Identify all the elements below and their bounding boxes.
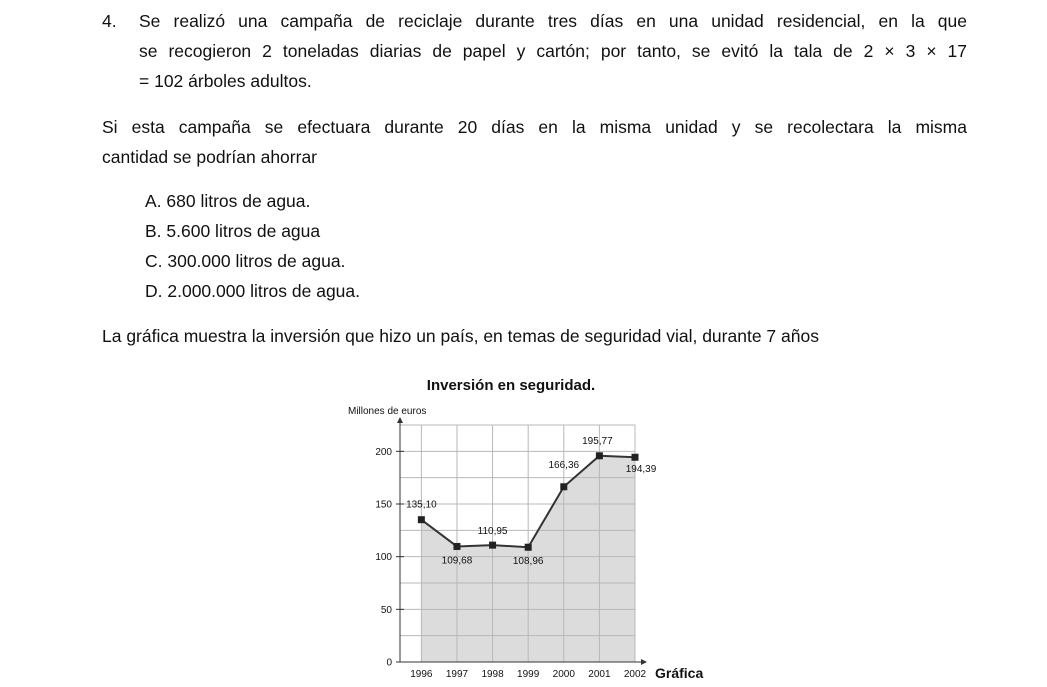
data-label: 110,95	[477, 526, 508, 538]
data-label: 108,96	[512, 556, 544, 568]
x-tick-label: 1997	[445, 669, 469, 680]
y-tick-label: 200	[375, 446, 392, 458]
chart-intro-text: La gráfica muestra la inversión que hizo un país, en temas de seguridad vial, durante 7 años	[102, 326, 819, 346]
data-point-marker	[453, 543, 460, 550]
y-axis-arrow	[397, 417, 403, 423]
data-label: 195,77	[582, 435, 613, 447]
data-point-marker	[489, 542, 496, 549]
option-a[interactable]: A. 680 litros de agua.	[145, 191, 311, 211]
data-point-marker	[418, 516, 425, 523]
x-tick-label: 2002	[623, 669, 647, 680]
question-text-line-2: cantidad se podrían ahorrar	[102, 147, 317, 167]
y-tick-label: 50	[380, 604, 392, 616]
investment-chart	[330, 368, 730, 685]
data-point-marker	[632, 454, 639, 461]
chart-title: Inversión en seguridad.	[426, 377, 596, 394]
y-tick-label: 150	[375, 499, 392, 511]
problem-text-line-2: se recogieron 2 toneladas diarias de papel y cartón; por tanto, se evitó la tala de 2 × 3 × 17	[139, 41, 967, 61]
x-tick-label: 2000	[552, 669, 575, 680]
x-tick-label: 1996	[410, 669, 433, 680]
problem-number: 4.	[102, 11, 117, 31]
x-tick-label: 2001	[588, 669, 611, 680]
x-tick-label: 1999	[517, 669, 540, 680]
data-label: 194,39	[625, 464, 657, 476]
option-c[interactable]: C. 300.000 litros de agua.	[145, 251, 346, 271]
data-point-marker	[525, 544, 532, 551]
problem-text-line-3: = 102 árboles adultos.	[139, 71, 312, 91]
chart-caption: Gráfica	[655, 665, 704, 681]
y-tick-label: 100	[375, 552, 392, 564]
question-text-line-1: Si esta campaña se efectuara durante 20 días en la misma unidad y se recolectara la misma	[102, 117, 967, 137]
x-tick-label: 1998	[481, 669, 504, 680]
chart-y-axis-label: Millones de euros	[348, 406, 427, 417]
data-point-marker	[560, 483, 567, 490]
x-axis-arrow	[641, 659, 647, 665]
data-label: 166,36	[548, 459, 580, 471]
data-label: 135,10	[406, 499, 437, 511]
data-label: 109,68	[441, 555, 473, 567]
option-d[interactable]: D. 2.000.000 litros de agua.	[145, 281, 361, 301]
problem-text-line-1: Se realizó una campaña de reciclaje durante tres días en una unidad residencial, en la que	[139, 11, 967, 31]
data-point-marker	[596, 452, 603, 459]
y-tick-label: 0	[386, 657, 392, 669]
option-b[interactable]: B. 5.600 litros de agua	[145, 221, 321, 241]
